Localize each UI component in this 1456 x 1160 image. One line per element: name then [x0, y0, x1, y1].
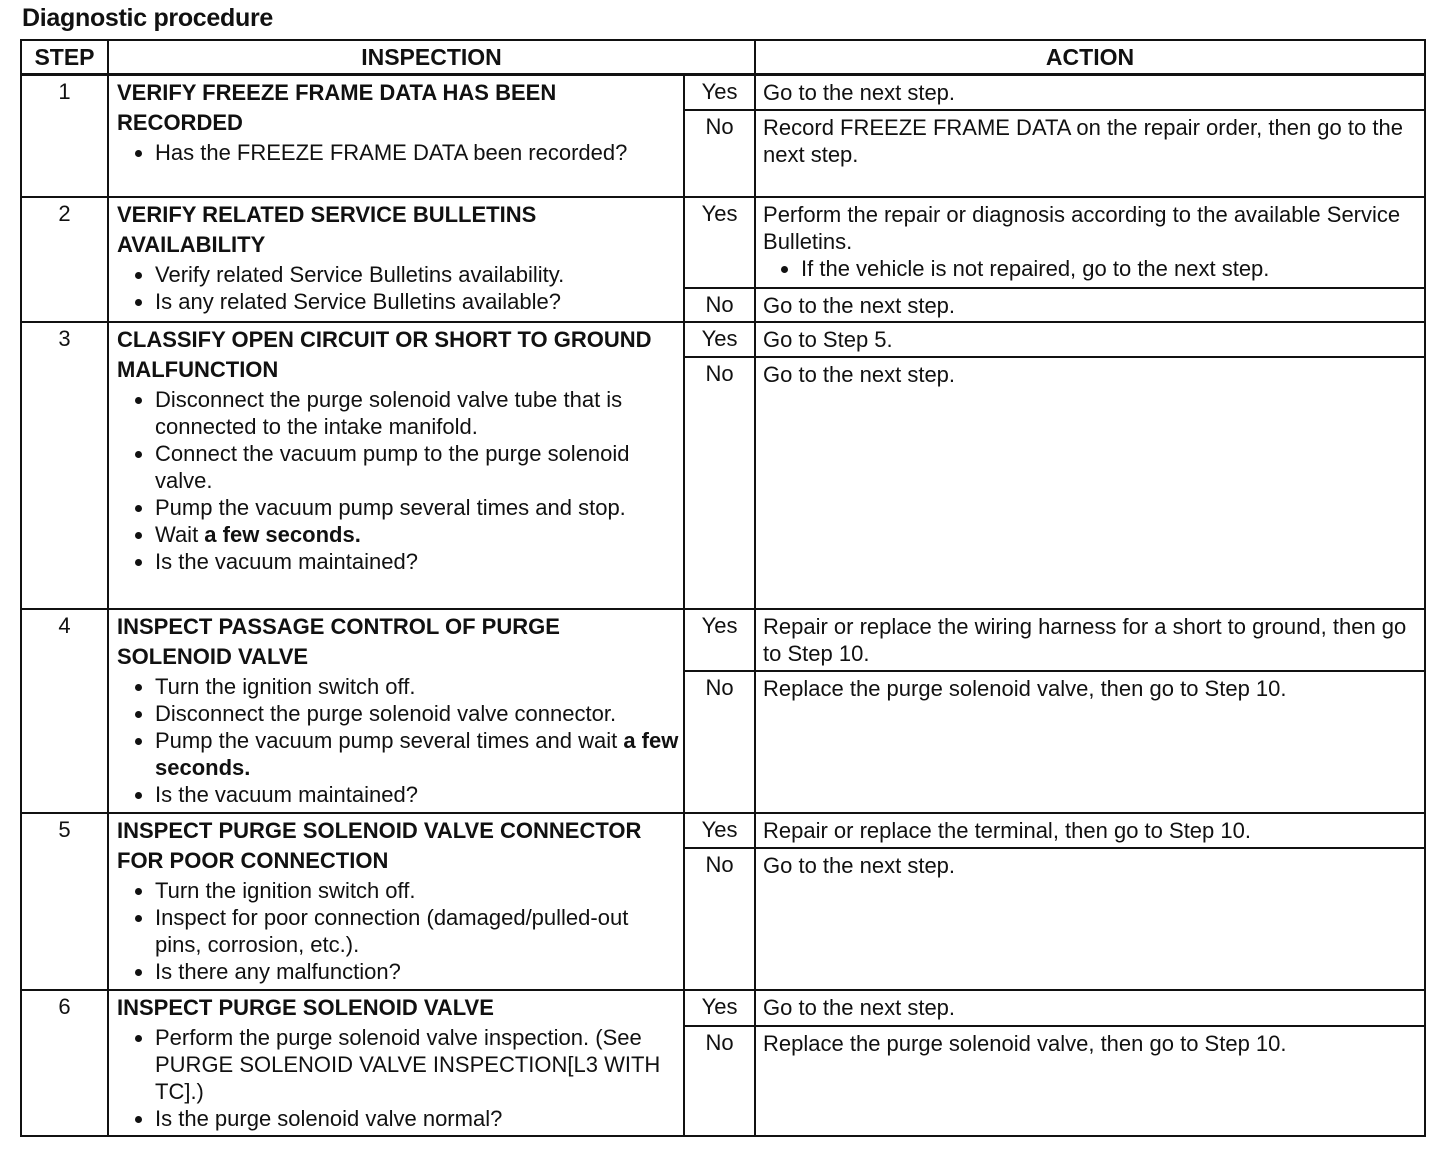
bullet-text: Pump the vacuum pump several times and wait — [155, 728, 624, 754]
bold-phrase: a few seconds. — [155, 728, 679, 781]
inspection-bullet: • Is the vacuum maintained? — [155, 548, 679, 575]
inspection-bullet: • Is the vacuum maintained? — [155, 781, 679, 808]
action-bullet: • If the vehicle is not repaired, go to the next step. — [801, 255, 1420, 282]
no-action: Record FREEZE FRAME DATA on the repair order, then go to the next step. — [755, 110, 1425, 197]
bold-phrase: a few seconds. — [204, 522, 361, 548]
yes-action: Go to Step 5. — [755, 322, 1425, 357]
yes-label: Yes — [684, 322, 755, 357]
inspection-title: CLASSIFY OPEN CIRCUIT OR SHORT TO GROUND MALFUNCTION — [117, 327, 652, 383]
inspection-cell — [108, 990, 684, 1136]
header-inspection: INSPECTION — [108, 40, 755, 75]
no-action: Go to the next step. — [755, 848, 1425, 990]
yes-action: Perform the repair or diagnosis according to the available Service Bulletins. — [763, 201, 1401, 254]
inspection-bullet — [155, 727, 679, 781]
yes-label: Yes — [684, 813, 755, 848]
no-action: Replace the purge solenoid valve, then go to Step 10. — [755, 1026, 1425, 1136]
bullet-text: Wait — [155, 522, 205, 548]
inspection-bullet: • Is the purge solenoid valve normal? — [155, 1105, 679, 1132]
no-action: Replace the purge solenoid valve, then go to Step 10. — [755, 671, 1425, 812]
table-row — [21, 990, 1425, 1025]
inspection-bullet: • Connect the vacuum pump to the purge solenoid valve. — [155, 440, 679, 494]
step-number: 5 — [21, 813, 108, 991]
no-label: No — [684, 848, 755, 990]
yes-action-cell — [755, 197, 1425, 288]
inspection-bullet: • Pump the vacuum pump several times and stop. — [155, 494, 679, 521]
inspection-cell — [108, 197, 684, 322]
header-action: ACTION — [755, 40, 1425, 75]
inspection-bullet: • Is there any malfunction? — [155, 958, 679, 985]
table-row — [21, 322, 1425, 357]
header-step: STEP — [21, 40, 108, 75]
no-label: No — [684, 1026, 755, 1136]
inspection-title: INSPECT PASSAGE CONTROL OF PURGE SOLENOID VALVE — [117, 614, 560, 670]
no-action: Go to the next step. — [755, 357, 1425, 609]
table-row — [21, 75, 1425, 110]
inspection-bullet: • Inspect for poor connection (damaged/pulled-out pins, corrosion, etc.). — [155, 904, 679, 958]
yes-action: Repair or replace the terminal, then go to Step 10. — [755, 813, 1425, 848]
inspection-bullet: • Has the FREEZE FRAME DATA been recorded? — [155, 139, 679, 166]
step-number: 1 — [21, 75, 108, 197]
no-label: No — [684, 357, 755, 609]
inspection-title: INSPECT PURGE SOLENOID VALVE CONNECTOR FOR POOR CONNECTION — [117, 817, 642, 873]
inspection-title: VERIFY FREEZE FRAME DATA HAS BEEN RECORDED — [117, 80, 557, 135]
table-row — [21, 197, 1425, 288]
step-number: 6 — [21, 990, 108, 1136]
no-label: No — [684, 671, 755, 812]
yes-label: Yes — [684, 990, 755, 1025]
inspection-bullet: • Turn the ignition switch off. — [155, 877, 679, 904]
yes-label: Yes — [684, 75, 755, 110]
step-number: 4 — [21, 609, 108, 813]
inspection-bullet: • Perform the purge solenoid valve inspection. (See PURGE SOLENOID VALVE INSPECTION[L3 WITH TC].) — [155, 1024, 679, 1105]
table-row — [21, 813, 1425, 848]
diagnostic-table — [20, 39, 1426, 1137]
inspection-bullet: • Is any related Service Bulletins available? — [155, 288, 679, 315]
inspection-bullet — [155, 521, 679, 548]
inspection-cell — [108, 75, 684, 197]
step-number: 3 — [21, 322, 108, 609]
yes-label: Yes — [684, 609, 755, 671]
page-title: Diagnostic procedure — [22, 4, 273, 32]
yes-action: Go to the next step. — [755, 75, 1425, 110]
inspection-bullet: • Verify related Service Bulletins availability. — [155, 261, 679, 288]
yes-label: Yes — [684, 197, 755, 288]
header-row — [21, 40, 1425, 75]
inspection-bullet: • Turn the ignition switch off. — [155, 673, 679, 700]
no-action: Go to the next step. — [755, 288, 1425, 322]
inspection-cell — [108, 322, 684, 609]
yes-action: Go to the next step. — [755, 990, 1425, 1025]
inspection-cell — [108, 609, 684, 813]
table-row — [21, 609, 1425, 671]
inspection-cell — [108, 813, 684, 991]
inspection-title: INSPECT PURGE SOLENOID VALVE — [117, 995, 494, 1021]
no-label: No — [684, 110, 755, 197]
no-label: No — [684, 288, 755, 322]
inspection-title: VERIFY RELATED SERVICE BULLETINS AVAILABILITY — [117, 201, 537, 257]
inspection-bullet: • Disconnect the purge solenoid valve connector. — [155, 700, 679, 727]
yes-action: Repair or replace the wiring harness for a short to ground, then go to Step 10. — [755, 609, 1425, 671]
step-number: 2 — [21, 197, 108, 322]
inspection-bullet: • Disconnect the purge solenoid valve tube that is connected to the intake manifold. — [155, 386, 679, 440]
